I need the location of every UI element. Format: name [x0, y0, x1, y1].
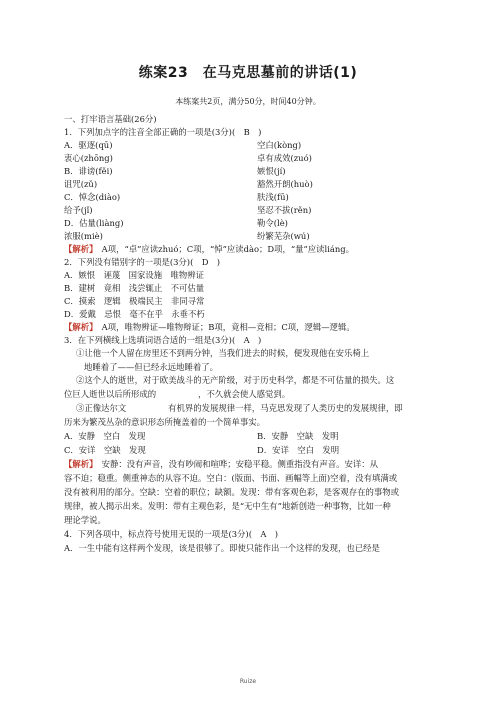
option-text: 勒令(lè)	[257, 218, 288, 228]
explanation	[64, 321, 355, 333]
option-text: 诅咒(zǔ)	[64, 179, 98, 189]
explanation-text: A项，唯物辨证—唯物辩证；B项，竟相—竞相；C项，逻辑—逻辑。	[93, 322, 355, 332]
option-text: B．建树 竟相 浅尝辄止 不可估量	[64, 283, 205, 293]
question-stem: 3．在下列横线上选填词语合适的一组是(3分)( A )	[64, 335, 262, 345]
explanation-text: 没有被利用的部分。空缺：空着的职位；缺额。发现：带有客观色彩，是客观存在的事物或	[64, 487, 399, 497]
option-text: C．悼念(diào)	[64, 192, 121, 202]
option-text: 坚忍不拔(rěn)	[257, 205, 312, 215]
option-text: 浓服(miè)	[64, 231, 103, 241]
option-text: 嫉恨(jí)	[257, 166, 286, 176]
explanation-tag: 【解析】	[64, 459, 94, 469]
option-text: C．安详 空缺 发现	[64, 445, 146, 455]
option-text: A．嫉恨 诬蔑 国家设施 唯物辨证	[64, 270, 205, 280]
page-title: 练案23 在马克思墓前的讲话(1)	[138, 65, 358, 81]
option-text: 给予(jǐ)	[64, 205, 93, 215]
option-text: D．安详 空白 发明	[257, 445, 340, 455]
page-subtitle: 本练案共2页，满分50分，时间40分钟。	[175, 97, 321, 106]
option-text: 肤浅(fū)	[257, 192, 289, 202]
section-heading: 一、打牢语言基础(26分)	[64, 114, 157, 124]
passage-text: 地睡着了——但已经永远地睡着了。	[84, 362, 218, 372]
option-text: D．估量(liàng)	[64, 218, 124, 228]
question-stem: 4．下列各项中，标点符号使用无误的一项是(3分)( A )	[64, 529, 279, 539]
option-text: B．诽谤(fěi)	[64, 166, 113, 176]
explanation-text: 容不迫；稳重。侧重神态的从容不迫。空白：(版面、书面、画幅等上面)空着，没有填满或	[64, 473, 398, 483]
option-text: A．驱逐(qū)	[64, 140, 113, 150]
passage-text: ②这个人的逝世，对于欧美战斗的无产阶级，对于历史科学，都是不可估量的损失。这	[76, 375, 395, 385]
passage-text: ①让他一个人留在房里还不到两分钟，当我们进去的时候，便发现他在安乐椅上	[76, 348, 370, 358]
option-text: 衷心(zhōng)	[64, 153, 113, 163]
question-stem: 2．下列没有错别字的一项是(3分)( D )	[64, 257, 221, 267]
explanation-text: 规律，被人揭示出来。发明：带有主观色彩，是“无中生有”地新创造一种事物，比如一种	[64, 501, 391, 511]
option-text: 豁然开朗(huò)	[257, 179, 313, 189]
option-text: C．摸索 逻辑 极端民主 非同寻常	[64, 296, 205, 306]
option-text: A．安静 空白 发现	[64, 431, 146, 441]
passage-text: ③正像达尔文 有机界的发展规律一样，马克思发现了人类历史的发展规律，即	[76, 403, 403, 413]
explanation-text: 安静：没有声音，没有吵闹和喧哗；安稳平稳。侧重指没有声音。安详：从	[93, 459, 379, 469]
explanation	[64, 458, 378, 470]
option-text: 空白(kòng)	[257, 140, 302, 150]
explanation-tag: 【解析】	[64, 322, 94, 332]
footer-mark: Ruize	[239, 678, 257, 685]
explanation-text: 理论学说。	[64, 515, 106, 525]
option-text: A．一生中能有这样两个发现，该是很够了。即使只能作出一个这样的发现，也已经是	[64, 543, 380, 553]
option-text: D．爱戴 忌恨 毫不在乎 永垂不朽	[64, 309, 205, 319]
passage-text: 历来为繁茂丛杂的意识形态所掩盖着的一个简单事实。	[64, 417, 265, 427]
passage-text: 位巨人逝世以后所形成的 ，不久就会使人感觉到。	[64, 389, 291, 399]
option-text: 纷繁芜杂(wú)	[257, 231, 310, 241]
question-stem: 1．下列加点字的注音全部正确的一项是(3分)( B )	[64, 127, 262, 137]
explanation-tag: 【解析】	[64, 244, 94, 254]
option-text: B．安静 空缺 发明	[257, 431, 339, 441]
explanation	[64, 243, 354, 255]
option-text: 卓有成效(zuó)	[257, 153, 312, 163]
explanation-text: A项，“卓”应读zhuó；C项，“悼”应读dào；D项，“量”应读liáng。	[93, 244, 355, 254]
